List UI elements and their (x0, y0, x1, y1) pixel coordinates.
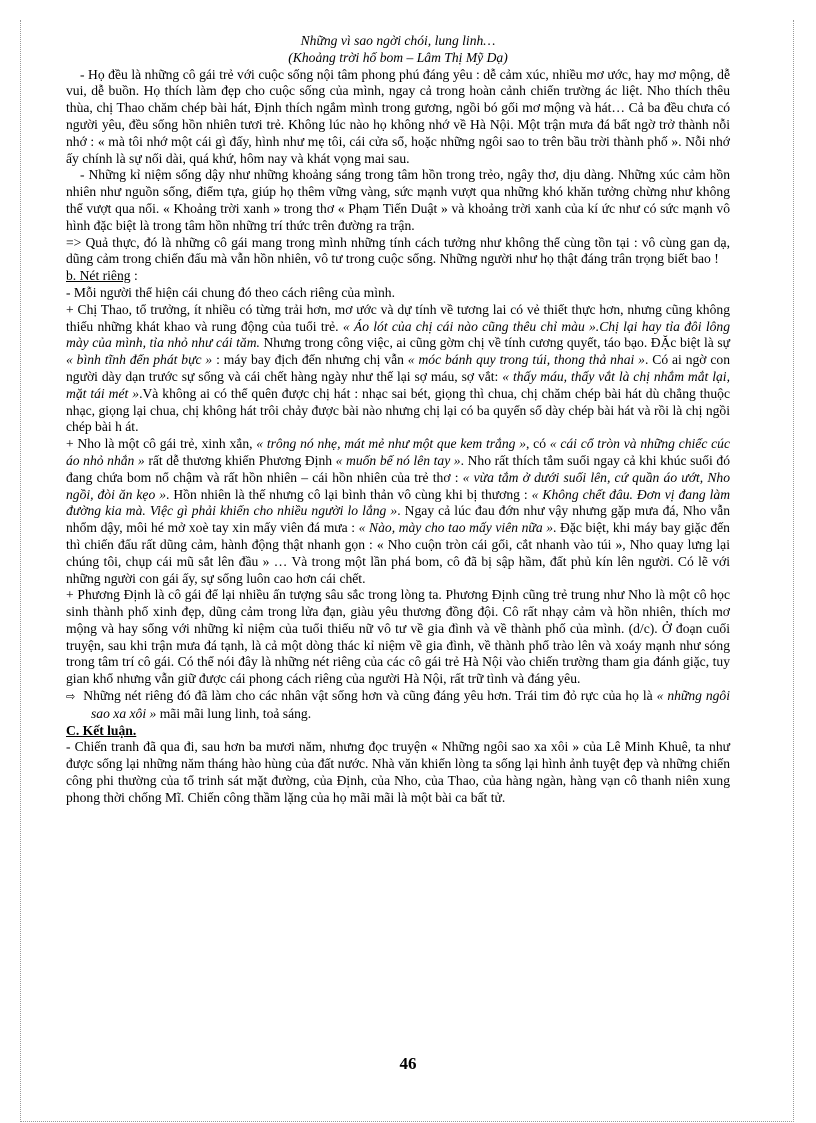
section-c-heading: C. Kết luận. (66, 722, 137, 738)
thao-quote-1: « Áo lót của chị cái nào cũng thêu chỉ màu ».Chị lại hay tỉa đôi lông mày của mình, tỉa nhỏ như cái tăm. (66, 318, 731, 351)
nho-text-7: . Đặc biệt, khi máy bay giặc đến thì chiến đấu rất dũng cảm, hành động thật nhanh gọn : « Nho cuộn tròn cái gối, cắt nhanh vào túi », Nho quay lưng lại chúng tôi, chụp cái mũ sắt lên đầu » … Và trong một lần phá bom, cô đã bị sập hầm, đất phủ kín lên người. Có lẽ với những người con gái ấy, sự sống luôn cao hơn cái chết. (66, 520, 730, 586)
section-b-intro: - Mỗi người thể hiện cái chung đó theo cách riêng của mình. (66, 284, 396, 300)
paragraph-2: - Những kỉ niệm sống dậy như những khoảng sáng trong tâm hồn trong trẻo, ngây thơ, dịu dàng. Những xúc cảm hồn nhiên như nguồn sống, điểm tựa, giúp họ thêm vững vàng, sức mạnh vượt qua những khó khăn tưởng chừng như không thể vượt qua nổi. « Khoảng trời xanh » trong thơ « Phạm Tiến Duật » và khoảng trời xanh của kí ức như có sức mạnh vô hình đặc biệt là trong tâm hồn những trí thức trên đường ra trận. (66, 167, 730, 233)
summary-text-2: mãi mãi lung linh, toả sáng. (156, 705, 312, 721)
nho-quote-3: « muốn bế nó lên tay » (335, 452, 461, 468)
nho-quote-5: « Không chết đâu. Đơn vị đang làm đường kia mà. Việc gì phải khiến cho nhiều người lo lắng » (66, 486, 731, 519)
paragraph-1: - Họ đều là những cô gái trẻ với cuộc sống nội tâm phong phú đáng yêu : dễ cảm xúc, nhiều mơ ước, hay mơ mộng, dễ vui, dễ buồn. Họ thích làm đẹp cho cuộc sống của mình, ngay cả trong hoàn cảnh chiến trường ác liệt. Nho thích thêu thùa, chị Thao chăm chép bài hát, Định thích ngắm mình trong gương, ngồi bó gối mơ mộng và hát… Cả ba đều chưa có người yêu, đều sống hồn nhiên tươi trẻ. Không lúc nào họ không nhớ về Hà Nội. Một trận mưa đá bất ngờ trở thành nỗi nhớ : « mà tôi nhớ một cái gì đấy, hình như mẹ tôi, cái cửa sổ, hoặc những ngôi sao to trên bầu trời thành phố ». Nỗi nhớ ấy chính là sự nối dài, quá khứ, hôm nay và khát vọng mai sau. (66, 66, 730, 166)
section-c-body: - Chiến tranh đã qua đi, sau hơn ba mươi năm, nhưng đọc truyện « Những ngôi sao xa xôi » của Lê Minh Khuê, ta như được sống lại những năm tháng hào hùng của đất nước. Nhà văn khiến lòng ta sống lại hình ảnh tuyệt đẹp và những chiến công phi thường của tổ trinh sát mặt đường, của Định, của Nho, của Thao, của hàng ngàn, hàng vạn cô thanh niên xung phong thời chống Mĩ. Chiến công thầm lặng của họ mãi mãi là một bài ca bất tử. (66, 739, 730, 805)
thao-quote-2: « bình tĩnh đến phát bực » (66, 352, 213, 368)
header-line-2: (Khoảng trời hố bom – Lâm Thị Mỹ Dạ) (288, 49, 508, 65)
nho-text-6: . Ngay cả lúc đau đớn như vậy nhưng gặp mưa đá, Nho vẫn nhổm dậy, môi hé mở xoè tay xin mấy viên đá mưa : (66, 503, 730, 536)
paragraph-thao (66, 302, 730, 436)
page-number: 46 (399, 1054, 417, 1073)
thao-text-3: : máy bay địch đến nhưng chị vẫn (212, 352, 408, 368)
nho-text-5: . Hồn nhiên là thế nhưng cô lại bình thản vô cùng khi bị thương : (166, 486, 532, 502)
thao-quote-4: « thấy máu, thấy vắt là chị nhắm mắt lại, mặt tái mét » (66, 368, 730, 401)
arrow-icon: ⇨ (66, 690, 84, 704)
paragraph-nho (66, 436, 730, 587)
summary-text-1: Những nét riêng đó đã làm cho các nhân vật sống hơn và cũng đáng yêu hơn. Trái tim đỏ rực của họ là (83, 688, 657, 704)
paragraph-3: => Quả thực, đó là những cô gái mang trong mình những tính cách tưởng như không thể cùng tồn tại : vô cùng gan dạ, dũng cảm trong chiến đấu mà vẫn hồn nhiên, vô tư trong cuộc sống. Những người như họ thật đáng trân trọng biết bao ! (66, 234, 730, 267)
section-b-heading (66, 268, 730, 285)
nho-quote-4: « vừa tắm ở dưới suối lên, cứ quần áo ướt, Nho ngồi, đòi ăn kẹo » (66, 469, 730, 502)
nho-text-1: + Nho là một cô gái trẻ, xinh xắn, (66, 436, 257, 452)
paragraph-dinh: + Phương Định là cô gái để lại nhiều ấn tượng sâu sắc trong lòng ta. Phương Định cũng trẻ trung như Nho là một cô học sinh thành phố xinh đẹp, dũng cảm trong lửa đạn, giàu yêu thương đồng đội. Cô rất nhạy cảm và hồn nhiên, thích mơ mộng và hay sống với những kỉ niệm của tuổi thiếu nữ vô tư về gia đình và về thành phố của mình. (d/c). Ở đoạn cuối truyện, sau khi trận mưa đá tạnh, là cả một dòng thác kỉ niệm về gia đình, về thành phố trào lên và xoáy mạnh như sóng trong tâm trí cô gái. Có thể nói đây là những nét riêng của các cô gái trẻ Hà Nội vào chiến trường tham gia đánh giặc, tuy gian khổ nhưng vẫn giữ được cái phong cách riêng của người Hà Nội, rất trữ tình và đáng yêu. (66, 587, 730, 687)
summary-quote: « những ngôi sao xa xôi » (91, 688, 730, 721)
thao-text-5: .Và không ai có thể quên được chị hát : nhạc sai bét, giọng thì chua, chị chăm chép bài hát dù chẳng thuộc nhạc, giọng lại chua, chị không hát trôi chảy được bài nào nhưng chị lại có ba quyển sổ dày chép bài hát và rồi là chị ngồi chép bài h át. (66, 385, 730, 435)
thao-text-2: Nhưng trong công việc, ai cũng gờm chị về tính cương quyết, táo bạo. ĐẶc biệt là sự (259, 335, 730, 351)
summary-paragraph (66, 688, 730, 723)
nho-quote-1: « trông nó nhẹ, mát mẻ như một que kem trắng » (256, 436, 526, 452)
thao-text-4: . Có ai ngờ con người dày dạn trước sự sống và cái chết hàng ngày như thế lại sợ máu, sợ vắt: (66, 352, 730, 384)
nho-text-4: . Nho rất thích tắm suối ngay cả khi khúc suối đó đang chứa bom nổ chậm và rất hồn nhiên – cái hồn nhiên của trẻ thơ : (66, 452, 730, 485)
nho-text-3: rất dễ thương khiến Phương Định (144, 452, 336, 468)
section-b-heading-suffix: : (130, 268, 138, 284)
thao-text-1: + Chị Thao, tổ trưởng, ít nhiều có từng trải hơn, mơ ước và dự tính về tương lai có vẻ thiết thực hơn, nhưng cũng không thiếu những khát khao và rung động của tuổi trẻ. (66, 301, 730, 334)
header-line-1: Những vì sao ngời chói, lung linh… (300, 33, 496, 48)
nho-quote-2: « cái cổ tròn và những chiếc cúc áo nhỏ nhắn » (66, 436, 730, 468)
section-b-heading-text: b. Nét riêng (66, 268, 131, 284)
nho-quote-6: « Nào, mày cho tao mấy viên nữa » (358, 520, 554, 536)
nho-text-2: , có (526, 436, 550, 452)
document-body (66, 33, 730, 807)
thao-quote-3: « móc bánh quy trong túi, thong thả nhai » (407, 352, 645, 368)
